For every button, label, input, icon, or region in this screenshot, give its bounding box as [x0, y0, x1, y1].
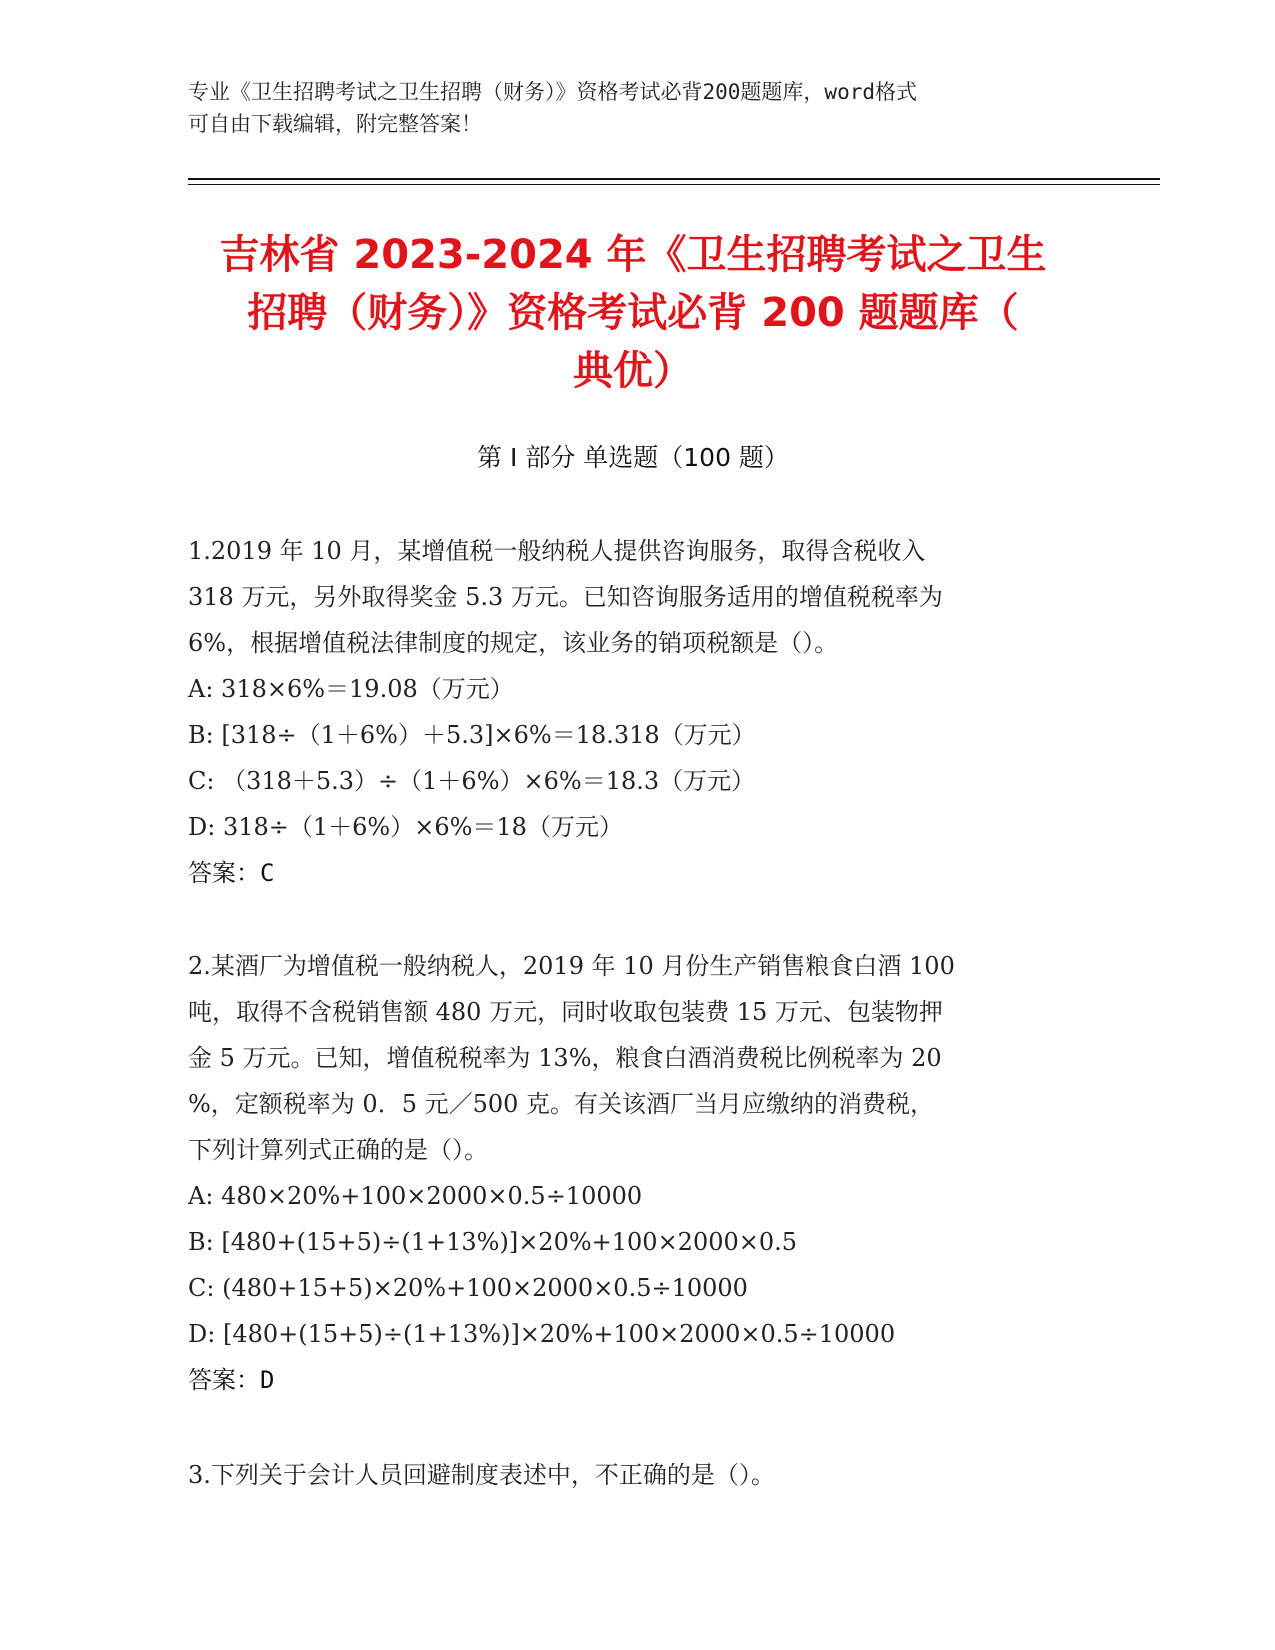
intro-text	[188, 76, 1068, 140]
question-3	[188, 1452, 1088, 1498]
intro-line: 专业《卫生招聘考试之卫生招聘（财务）》资格考试必背200题题库，word格式	[188, 80, 917, 104]
option-c: C: (480+15+5)×20%+100×2000×0.5÷10000	[188, 1274, 748, 1302]
option-b: B: [318÷（1＋6%）＋5.3]×6%＝18.318（万元）	[188, 721, 756, 749]
title-line: 招聘（财务）》资格考试必背 200 题题库（	[247, 290, 1019, 336]
question-text: 1.2019 年 10 月，某增值税一般纳税人提供咨询服务，取得含税收入	[188, 537, 926, 565]
document-title	[188, 226, 1078, 400]
question-text: 3.下列关于会计人员回避制度表述中，不正确的是（）。	[188, 1461, 775, 1489]
question-2	[188, 943, 1088, 1403]
title-line: 典优）	[573, 348, 693, 394]
option-a: A: 318×6%＝19.08（万元）	[188, 675, 514, 703]
question-text: 6%，根据增值税法律制度的规定，该业务的销项税额是（）。	[188, 629, 839, 657]
question-text: 2.某酒厂为增值税一般纳税人，2019 年 10 月份生产销售粮食白酒 100	[188, 952, 955, 980]
header-divider	[188, 178, 1160, 180]
title-line: 吉林省 2023-2024 年《卫生招聘考试之卫生	[219, 232, 1047, 278]
answer: 答案：D	[188, 1366, 275, 1394]
option-d: D: [480+(15+5)÷(1+13%)]×20%+100×2000×0.5÷10000	[188, 1320, 896, 1348]
question-text: 吨，取得不含税销售额 480 万元，同时收取包装费 15 万元、包装物押	[188, 998, 943, 1026]
answer: 答案：C	[188, 859, 275, 887]
option-c: C: （318＋5.3）÷（1＋6%）×6%＝18.3（万元）	[188, 767, 756, 795]
option-b: B: [480+(15+5)÷(1+13%)]×20%+100×2000×0.5	[188, 1228, 798, 1256]
intro-line: 可自由下载编辑，附完整答案！	[188, 112, 482, 136]
option-a: A: 480×20%+100×2000×0.5÷10000	[188, 1182, 643, 1210]
header-divider-thin	[188, 184, 1160, 185]
question-text: 318 万元，另外取得奖金 5.3 万元。已知咨询服务适用的增值税税率为	[188, 583, 943, 611]
section-heading: 第 I 部分 单选题（100 题）	[477, 443, 789, 472]
question-text: 金 5 万元。已知，增值税税率为 13%，粮食白酒消费税比例税率为 20	[188, 1044, 942, 1072]
option-d: D: 318÷（1＋6%）×6%＝18（万元）	[188, 813, 623, 841]
question-text: %，定额税率为 0．5 元／500 克。有关该酒厂当月应缴纳的消费税，	[188, 1090, 935, 1118]
question-1	[188, 528, 1088, 896]
question-text: 下列计算列式正确的是（）。	[188, 1136, 488, 1164]
